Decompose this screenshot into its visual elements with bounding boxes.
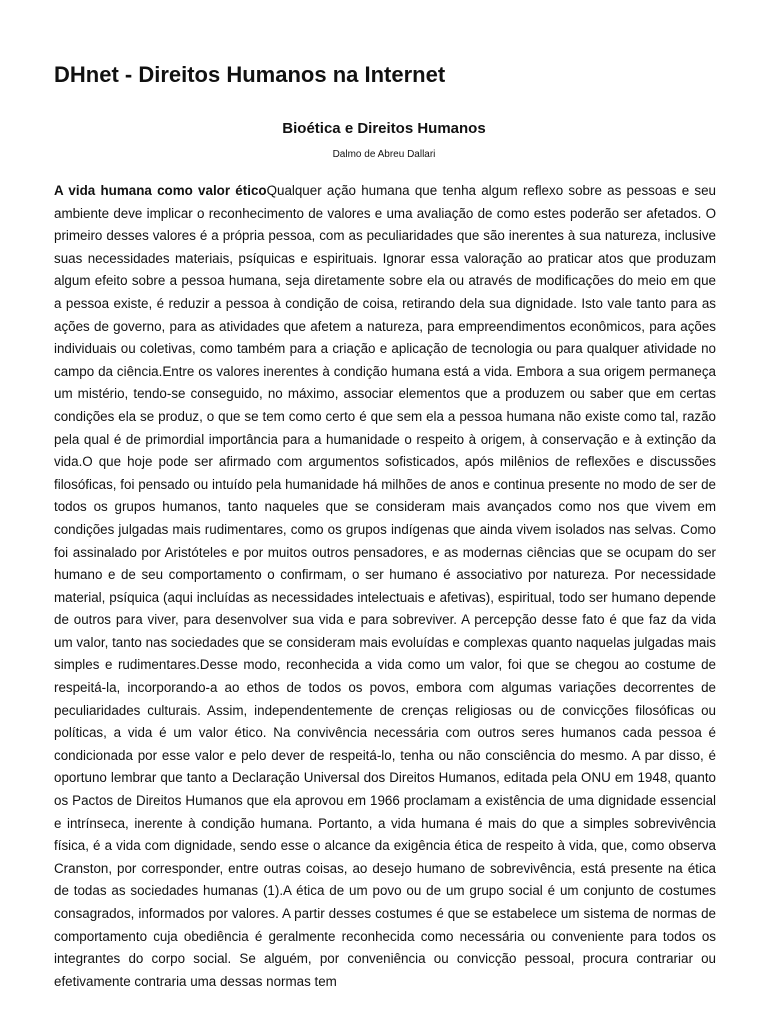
article-title: Bioética e Direitos Humanos bbox=[282, 120, 486, 137]
section-heading: A vida humana como valor ético bbox=[54, 183, 267, 198]
article-author: Dalmo de Abreu Dallari bbox=[332, 149, 436, 160]
site-title: DHnet - Direitos Humanos na Internet bbox=[54, 62, 446, 87]
body-paragraph: Qualquer ação humana que tenha algum reflexo sobre as pessoas e seu ambiente deve implicar o reconhecimento de valores e uma avaliação de como estes poderão ser afetados. O primeiro desses valores é a própria pessoa, com as peculiaridades que são inerentes à sua natureza, inclusive suas necessidades materiais, psíquicas e espirituais. Ignorar essa valoração ao praticar atos que produzam algum efeito sobre a pessoa humana, seja diretamente sobre ela ou através de modificações do meio em que a pessoa existe, é reduzir a pessoa à condição de coisa, retirando dela sua dignidade. Isto vale tanto para as ações de governo, para as atividades que afetem a natureza, para empreendimentos econômicos, para ações individuais ou coletivas, como também para a criação e aplicação de tecnologia ou para qualquer atividade no campo da ciência.Entre os valores inerentes à condição humana está a vida. Embora a sua origem permaneça um mistério, tendo-se conseguido, no máximo, associar elementos que a produzem ou saber que em certas condições ela se produz, o que se tem como certo é que sem ela a pessoa humana não existe como tal, razão pela qual é de primordial importância para a humanidade o respeito à origem, à conservação e à extinção da vida.O que hoje pode ser afirmado com argumentos sofisticados, após milênios de reflexões e discussões filosóficas, foi pensado ou intuído pela humanidade há milhões de anos e continua presente no modo de ser de todos os grupos humanos, tanto naqueles que se consideram mais avançados como nos que vivem em condições julgadas mais rudimentares, como os grupos indígenas que ainda vivem isolados nas selvas. Como foi assinalado por Aristóteles e por muitos outros pensadores, e as modernas ciências que se ocupam do ser humano e de seu comportamento o confirmam, o ser humano é associativo por natureza. Por necessidade material, psíquica (aqui incluídas as necessidades intelectuais e afetivas), espiritual, todo ser humano depende de outros para viver, para desenvolver sua vida e para sobreviver. A percepção desse fato é que faz da vida um valor, tanto nas sociedades que se consideram mais evoluídas e complexas quanto naquelas julgadas mais simples e rudimentares.Desse modo, reconhecida a vida como um valor, foi que se chegou ao costume de respeitá-la, incorporando-a ao ethos de todos os povos, embora com algumas variações decorrentes de peculiaridades culturais. Assim, independentemente de crenças religiosas ou de convicções filosóficas ou políticas, a vida é um valor ético. Na convivência necessária com outros seres humanos cada pessoa é condicionada por esse valor e pelo dever de respeitá-lo, tenha ou não consciência do mesmo. A par disso, é oportuno lembrar que tanto a Declaração Universal dos Direitos Humanos, editada pela ONU em 1948, quanto os Pactos de Direitos Humanos que ela aprovou em 1966 proclamam a existência de uma dignidade essencial e intrínseca, inerente à condição humana. Portanto, a vida humana é mais do que a simples sobrevivência física, é a vida com dignidade, sendo esse o alcance da exigência ética de respeito à vida, que, como observa Cranston, por corresponder, entre outras coisas, ao desejo humano de sobrevivência, está presente na ética de todas as sociedades humanas (1).A ética de um povo ou de um grupo social é um conjunto de costumes consagrados, informados por valores. A partir desses costumes é que se estabelece um sistema de normas de comportamento cuja obediência é geralmente reconhecida como necessária ou conveniente para todos os integrantes do corpo social. Se alguém, por conveniência ou convicção pessoal, procura contrariar ou efetivamente contraria uma dessas normas tem bbox=[54, 183, 716, 989]
article-body bbox=[54, 180, 716, 993]
